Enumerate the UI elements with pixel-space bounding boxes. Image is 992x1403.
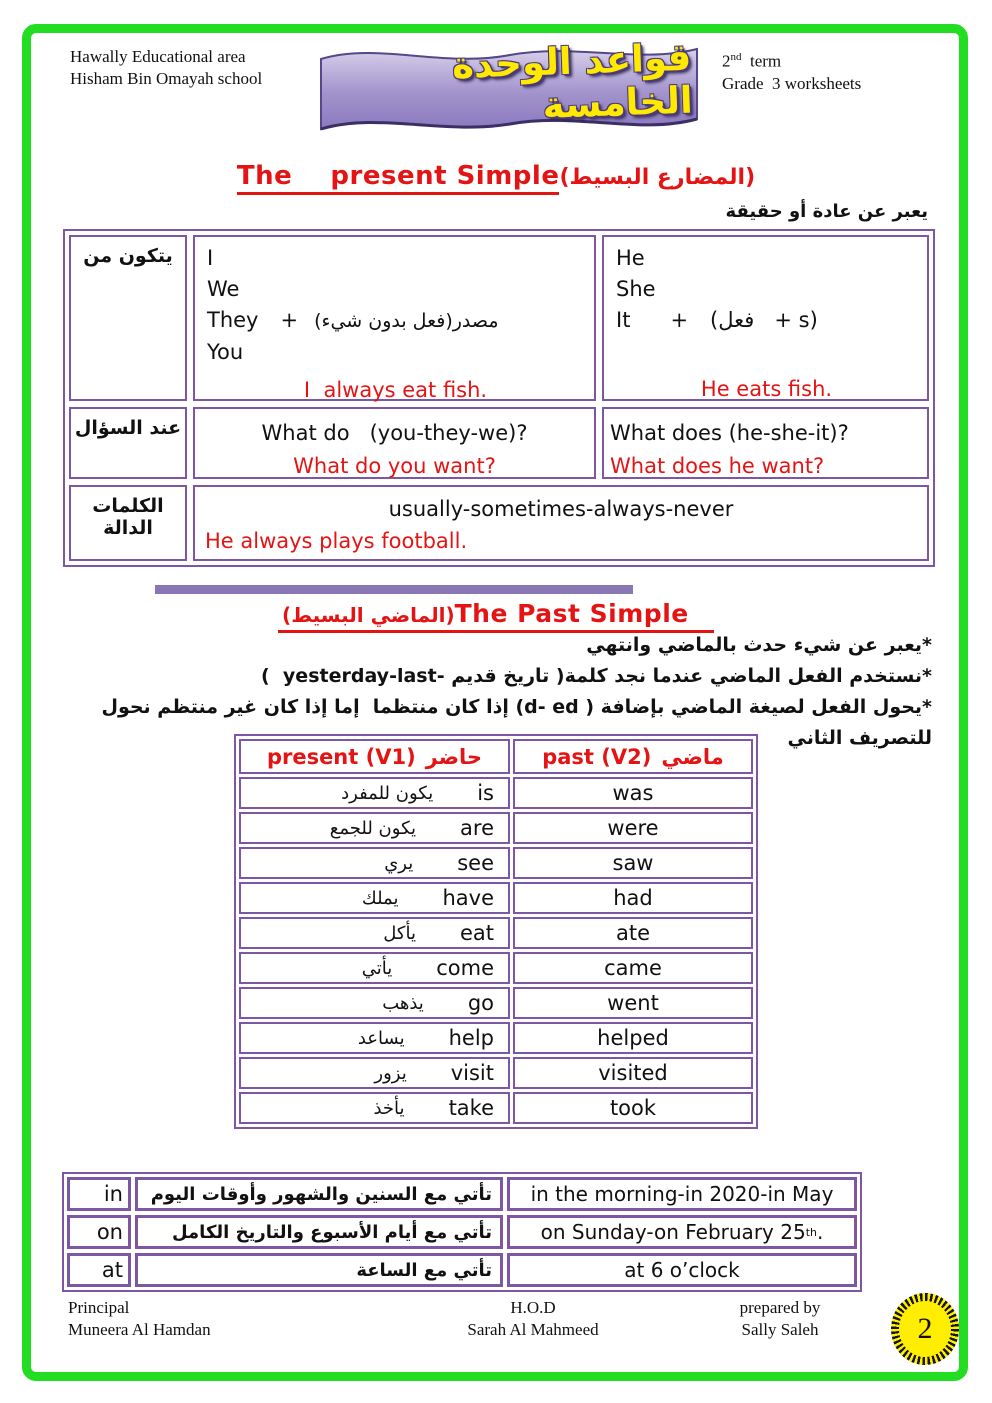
verb-row-go: يذهب go went bbox=[239, 987, 753, 1019]
verb-row-have: يملك have had bbox=[239, 882, 753, 914]
rules-row2-plural-question-cell bbox=[193, 407, 596, 479]
rules-row3-label: الكلمات الدالة bbox=[69, 485, 187, 561]
plural-example: I always eat fish. bbox=[303, 378, 488, 402]
keywords-example: He always plays football. bbox=[205, 529, 468, 553]
question-does: What does (he-she-it)? bbox=[610, 421, 849, 445]
term-info bbox=[722, 46, 861, 95]
pronoun-we: We bbox=[207, 277, 240, 301]
verb-row-take: يأخذ take took bbox=[239, 1092, 753, 1124]
footer-prepared-by: prepared by Sally Saleh bbox=[739, 1298, 821, 1339]
footer-principal: Principal Muneera Al Hamdan bbox=[68, 1298, 211, 1339]
school-name: Hisham Bin Omayah school bbox=[70, 69, 263, 88]
present-simple-rules-table bbox=[63, 229, 935, 567]
question-do-example: What do you want? bbox=[293, 454, 496, 478]
educational-area: Hawally Educational area bbox=[70, 47, 246, 66]
singular-formula-line: It + (فعل + s) bbox=[616, 308, 818, 332]
question-does-example: What does he want? bbox=[610, 454, 825, 478]
time-prepositions-table bbox=[62, 1172, 862, 1292]
verb-row-help: يساعد help helped bbox=[239, 1022, 753, 1054]
verb-row-come: يأتي come came bbox=[239, 952, 753, 984]
rules-row1-singular-cell bbox=[602, 235, 929, 401]
rules-row1-plural-cell bbox=[193, 235, 596, 401]
section-divider-bar bbox=[155, 585, 633, 594]
grade-line: Grade 3 worksheets bbox=[722, 73, 862, 93]
banner-title: قواعد الوحدة الخامسة bbox=[451, 35, 694, 127]
spacer bbox=[616, 336, 917, 367]
present-simple-heading bbox=[0, 161, 992, 191]
past-simple-heading bbox=[0, 599, 992, 633]
verb-row-is: يكون للمفرد is was bbox=[239, 777, 753, 809]
footer bbox=[68, 1297, 892, 1347]
verb-forms-table bbox=[234, 734, 758, 1129]
rules-row2-label: عند السؤال bbox=[69, 407, 187, 479]
question-do: What do (you-they-we)? bbox=[261, 421, 528, 445]
verb-row-are: يكون للجمع are were bbox=[239, 812, 753, 844]
pronoun-she: She bbox=[616, 277, 656, 301]
rules-row3-keywords-cell bbox=[193, 485, 929, 561]
rules-row2-singular-question-cell bbox=[602, 407, 929, 479]
prep-row-in: in تأتي مع السنين والشهور وأوقات اليوم in the morning-in 2020-in May bbox=[67, 1177, 857, 1211]
school-info bbox=[70, 46, 262, 90]
unit-title-banner bbox=[318, 35, 700, 137]
page-number: 2 bbox=[899, 1301, 951, 1357]
verb-row-see: يري see saw bbox=[239, 847, 753, 879]
present-v1-header: present (V1) حاضر bbox=[239, 739, 510, 774]
past-v2-header: past (V2) ماضي bbox=[513, 739, 753, 774]
term-line: 2nd term bbox=[722, 51, 782, 71]
present-simple-subtitle: يعبر عن عادة أو حقيقة bbox=[725, 201, 928, 222]
past-note-2: *نستخدم الفعل الماضي عندما نجد كلمة( تاريخ قديم -yesterday-last ) bbox=[261, 665, 932, 687]
verb-row-visit: يزور visit visited bbox=[239, 1057, 753, 1089]
prep-row-at: at تأتي مع الساعة at 6 o’clock bbox=[67, 1253, 857, 1287]
present-simple-title-ar: (المضارع البسيط) bbox=[559, 165, 756, 190]
past-simple-title: (الماضي البسيط)The Past Simple bbox=[278, 599, 714, 633]
prep-row-on: on تأتي مع أيام الأسبوع والتاريخ الكامل on Sunday-on February 25 th . bbox=[67, 1215, 857, 1249]
footer-hod: H.O.D Sarah Al Mahmeed bbox=[467, 1298, 599, 1339]
verb-table-header-row bbox=[239, 739, 753, 774]
singular-example: He eats fish. bbox=[700, 377, 833, 401]
verb-row-eat: يأكل eat ate bbox=[239, 917, 753, 949]
pronoun-you: You bbox=[207, 340, 244, 364]
plural-formula-line: They + مصدر(فعل بدون شيء) bbox=[207, 308, 499, 332]
rules-row1-label: يتكون من bbox=[69, 235, 187, 401]
pronoun-i: I bbox=[207, 246, 214, 270]
keywords-line: usually-sometimes-always-never bbox=[388, 497, 734, 521]
past-note-3: *يحول الفعل لصيغة الماضي بإضافة ( d- ed) إذا كان منتظما إما إذا كان غير منتظم نحول للتصريف الثاني bbox=[94, 696, 932, 749]
pronoun-he: He bbox=[616, 246, 645, 270]
page-number-starburst bbox=[891, 1293, 959, 1365]
present-simple-title-en: The present Simple bbox=[237, 161, 560, 195]
past-note-1: *يعبر عن شيء حدث بالماضي وانتهي bbox=[586, 634, 932, 656]
